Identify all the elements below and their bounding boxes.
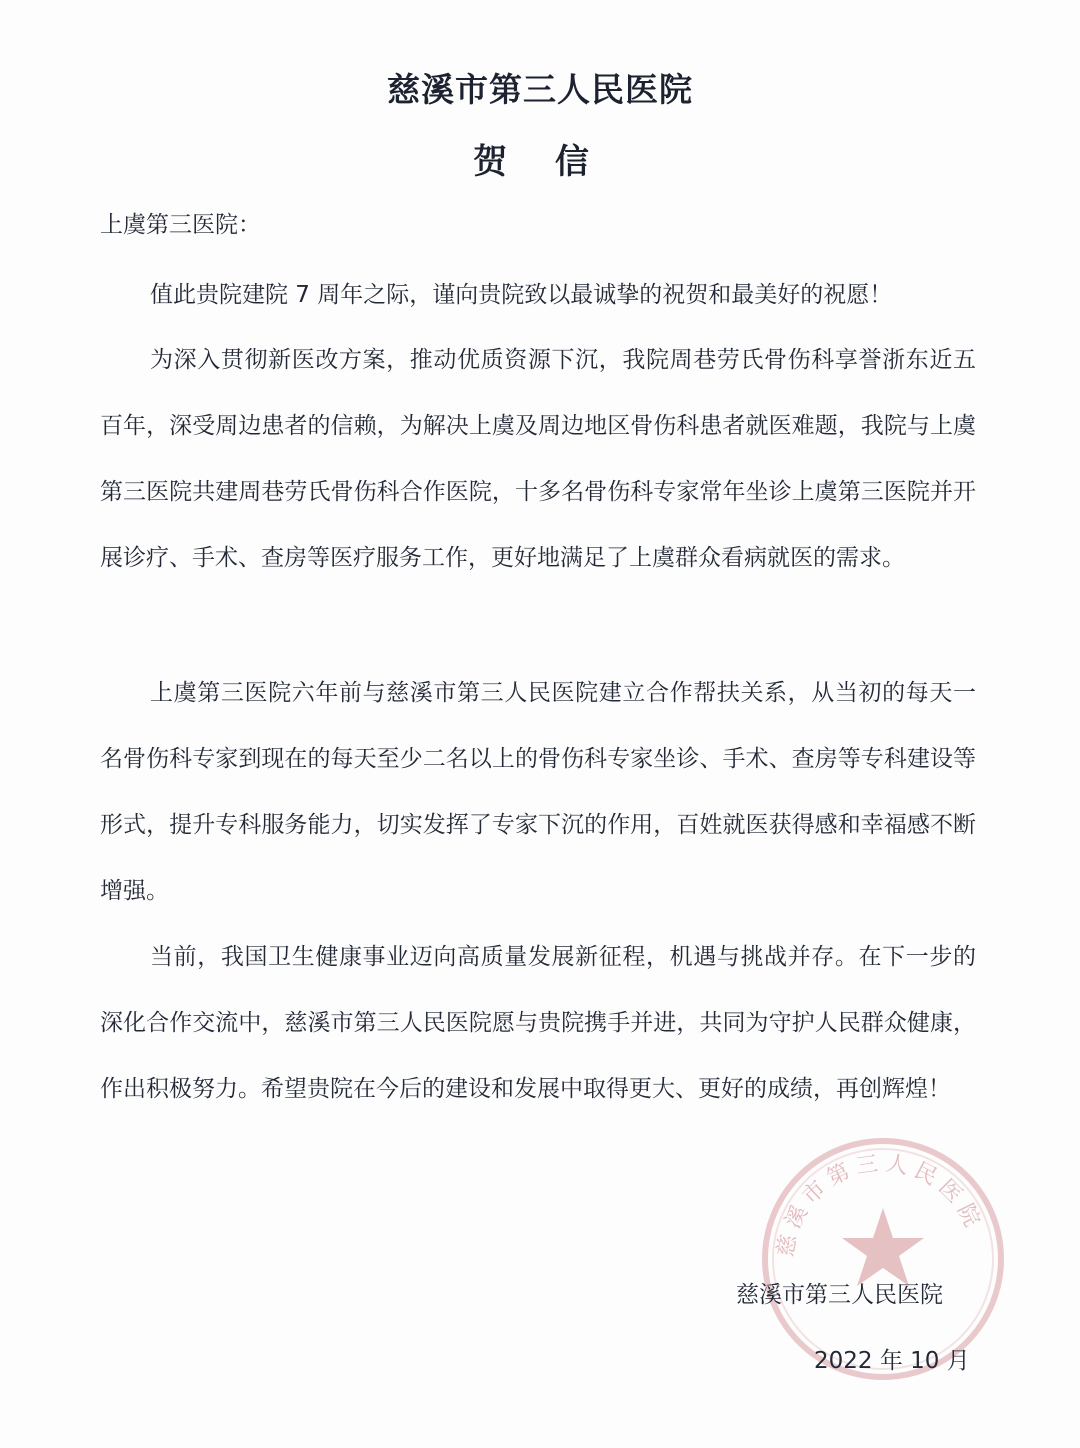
paragraph-congratulations: 值此贵院建院 7 周年之际，谨向贵院致以最诚挚的祝贺和最美好的祝愿！ [150,282,893,308]
document-title: 贺 信 [473,142,607,182]
signature-organization: 慈溪市第三人民医院 [736,1282,943,1308]
paragraph-outlook: 当前，我国卫生健康事业迈向高质量发展新征程，机遇与挑战并存。在下一步的深化合作交流中，慈溪市第三人民医院愿与贵院携手并进，共同为守护人民群众健康，作出积极努力。希望贵院在今后的建设和发展中取得更大、更好的成绩，再创辉煌！ [100,944,976,1102]
paragraph-cooperation: 为深入贯彻新医改方案，推动优质资源下沉，我院周巷劳氏骨伤科享誉浙东近五百年，深受周边患者的信赖，为解决上虞及周边地区骨伤科患者就医难题，我院与上虞第三医院共建周巷劳氏骨伤科合作医院，十多名骨伤科专家常年坐诊上虞第三医院并开展诊疗、手术、查房等医疗服务工作，更好地满足了上虞群众看病就医的需求。 [100,347,976,571]
organization-title: 慈溪市第三人民医院 [387,70,693,109]
star-icon [842,1208,924,1286]
seal-text: 慈溪市第三人民医院 [773,1151,987,1259]
salutation: 上虞第三医院： [100,212,261,238]
signature-date: 2022 年 10 月 [814,1348,970,1374]
paragraph-partnership: 上虞第三医院六年前与慈溪市第三人民医院建立合作帮扶关系，从当初的每天一名骨伤科专家到现在的每天至少二名以上的骨伤科专家坐诊、手术、查房等专科建设等形式，提升专科服务能力，切实发挥了专家下沉的作用，百姓就医获得感和幸福感不断增强。 [100,680,976,904]
